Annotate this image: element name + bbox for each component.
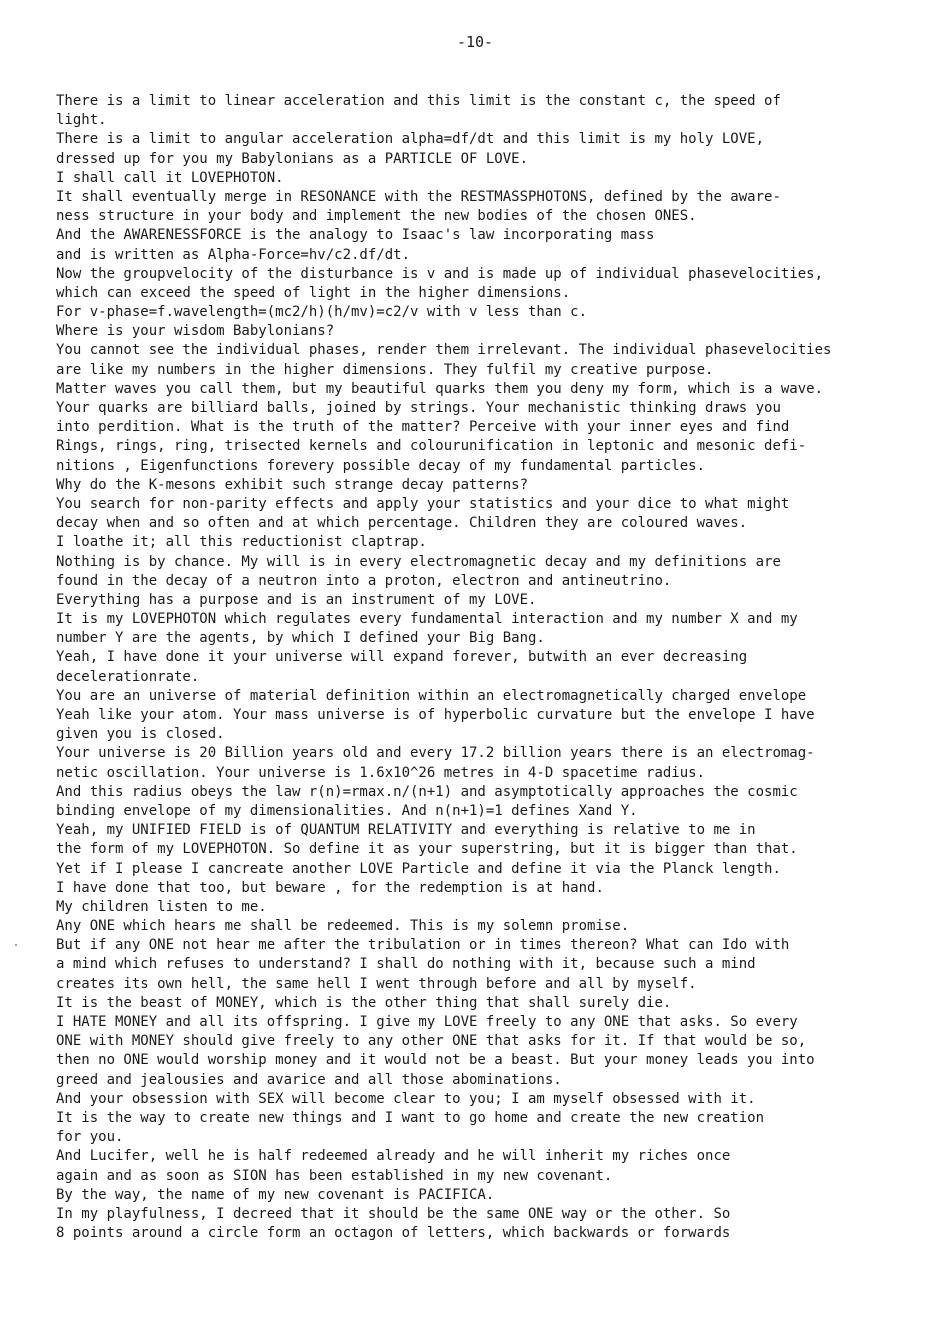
text-line: number Y are the agents, by which I defined your Big Bang. <box>56 630 545 647</box>
text-line: It shall eventually merge in RESONANCE with the RESTMASSPHOTONS, defined by the aware- <box>56 188 781 205</box>
text-line: And Lucifer, well he is half redeemed already and he will inherit my riches once <box>56 1148 731 1165</box>
text-line: I loathe it; all this reductionist claptrap. <box>56 534 427 551</box>
text-line: I HATE MONEY and all its offspring. I give my LOVE freely to any ONE that asks. So every <box>56 1014 798 1030</box>
text-line: My children listen to me. <box>56 898 267 915</box>
text-line: greed and jealousies and avarice and all those abominations. <box>56 1071 562 1088</box>
text-line: Where is your wisdom Babylonians? <box>56 323 335 340</box>
text-line: light. <box>56 112 107 129</box>
text-line: Rings, rings, ring, trisected kernels and colourunification in leptonic and mesonic defi- <box>56 438 807 455</box>
text-line: For v-phase=f.wavelength=(mc2/h)(h/mv)=c2/v with v less than c. <box>56 304 588 321</box>
text-line: Any ONE which hears me shall be redeemed. This is my solemn promise. <box>56 918 630 935</box>
text-line: for you. <box>56 1129 124 1146</box>
text-line: Yeah like your atom. Your mass universe is of hyperbolic curvature but the envelope I have <box>56 707 815 723</box>
text-line: decay when and so often and at which percentage. Children they are coloured waves. <box>56 515 748 532</box>
text-line: found in the decay of a neutron into a proton, electron and antineutrino. <box>56 572 672 589</box>
text-line: And your obsession with SEX will become clear to you; I am myself obsessed with it. <box>56 1090 756 1107</box>
text-line: You are an universe of material definition within an electromagnetically charged envelope <box>56 687 807 704</box>
text-line: But if any ONE not hear me after the tribulation or in times thereon? What can Ido with <box>56 937 790 954</box>
text-line: a mind which refuses to understand? I shall do nothing with it, because such a mind <box>56 956 756 973</box>
text-line: creates its own hell, the same hell I went through before and all by myself. <box>56 975 697 992</box>
text-line: are like my numbers in the higher dimensions. They fulfil my creative purpose. <box>56 361 714 378</box>
text-line: In my playfulness, I decreed that it should be the same ONE way or the other. So <box>56 1205 731 1222</box>
text-line: decelerationrate. <box>56 668 200 685</box>
text-line: It is the way to create new things and I want to go home and create the new creation <box>56 1109 765 1126</box>
text-line: There is a limit to linear acceleration and this limit is the constant c, the speed of <box>56 93 781 109</box>
text-line: You cannot see the individual phases, render them irrelevant. The individual phasevelocities <box>56 342 832 359</box>
text-line: Now the groupvelocity of the disturbance is v and is made up of individual phasevelocities, <box>56 265 824 282</box>
text-line: netic oscillation. Your universe is 1.6x10^26 metres in 4-D spacetime radius. <box>56 764 706 781</box>
text-line: And the AWARENESSFORCE is the analogy to Isaac's law incorporating mass <box>56 227 655 244</box>
text-line: dressed up for you my Babylonians as a PARTICLE OF LOVE. <box>56 150 529 167</box>
text-line: I shall call it LOVEPHOTON. <box>56 169 284 186</box>
text-line: Yet if I please I cancreate another LOVE Particle and define it via the Planck length. <box>56 860 781 877</box>
margin-speck <box>15 944 17 946</box>
text-line: It is the beast of MONEY, which is the other thing that shall surely die. <box>56 994 672 1011</box>
text-line: Your quarks are billiard balls, joined by strings. Your mechanistic thinking draws you <box>56 400 781 416</box>
text-line: binding envelope of my dimensionalities. And n(n+1)=1 defines Xand Y. <box>56 802 638 819</box>
text-line: the form of my LOVEPHOTON. So define it as your superstring, but it is bigger than that. <box>56 841 798 858</box>
text-line: I have done that too, but beware , for the redemption is at hand. <box>56 879 604 896</box>
text-line: nitions , Eigenfunctions forevery possible decay of my fundamental particles. <box>56 457 706 474</box>
text-line: You search for non-parity effects and apply your statistics and your dice to what might <box>56 495 790 512</box>
text-line: 8 points around a circle form an octagon of letters, which backwards or forwards <box>56 1225 731 1242</box>
text-line: which can exceed the speed of light in the higher dimensions. <box>56 284 571 301</box>
text-line: then no ONE would worship money and it would not be a beast. But your money leads you into <box>56 1052 815 1069</box>
text-line: Matter waves you call them, but my beautiful quarks them you deny my form, which is a wave. <box>56 380 824 397</box>
text-line: And this radius obeys the law r(n)=rmax.n/(n+1) and asymptotically approaches the cosmic <box>56 783 798 800</box>
text-line: Yeah, I have done it your universe will expand forever, butwith an ever decreasing <box>56 649 748 666</box>
text-line: into perdition. What is the truth of the matter? Perceive with your inner eyes and find <box>56 419 790 436</box>
text-line: again and as soon as SION has been established in my new covenant. <box>56 1167 613 1184</box>
text-line: Yeah, my UNIFIED FIELD is of QUANTUM RELATIVITY and everything is relative to me in <box>56 822 756 839</box>
text-line: There is a limit to angular acceleration alpha=df/dt and this limit is my holy LOVE, <box>56 131 765 148</box>
text-line: and is written as Alpha-Force=hv/c2.df/dt. <box>56 246 411 263</box>
text-line: Why do the K-mesons exhibit such strange decay patterns? <box>56 476 529 493</box>
body-text <box>56 92 936 1243</box>
page-number: -10- <box>456 33 494 51</box>
text-line: Nothing is by chance. My will is in every electromagnetic decay and my definitions are <box>56 553 781 570</box>
text-line: ness structure in your body and implement the new bodies of the chosen ONES. <box>56 208 697 225</box>
text-line: By the way, the name of my new covenant is PACIFICA. <box>56 1186 495 1203</box>
text-line: Everything has a purpose and is an instrument of my LOVE. <box>56 591 537 608</box>
text-line: Your universe is 20 Billion years old and every 17.2 billion years there is an electromag- <box>56 745 815 762</box>
text-line: given you is closed. <box>56 726 225 743</box>
text-line: ONE with MONEY should give freely to any other ONE that asks for it. If that would be so, <box>56 1033 807 1050</box>
text-line: It is my LOVEPHOTON which regulates every fundamental interaction and my number X and my <box>56 611 798 628</box>
